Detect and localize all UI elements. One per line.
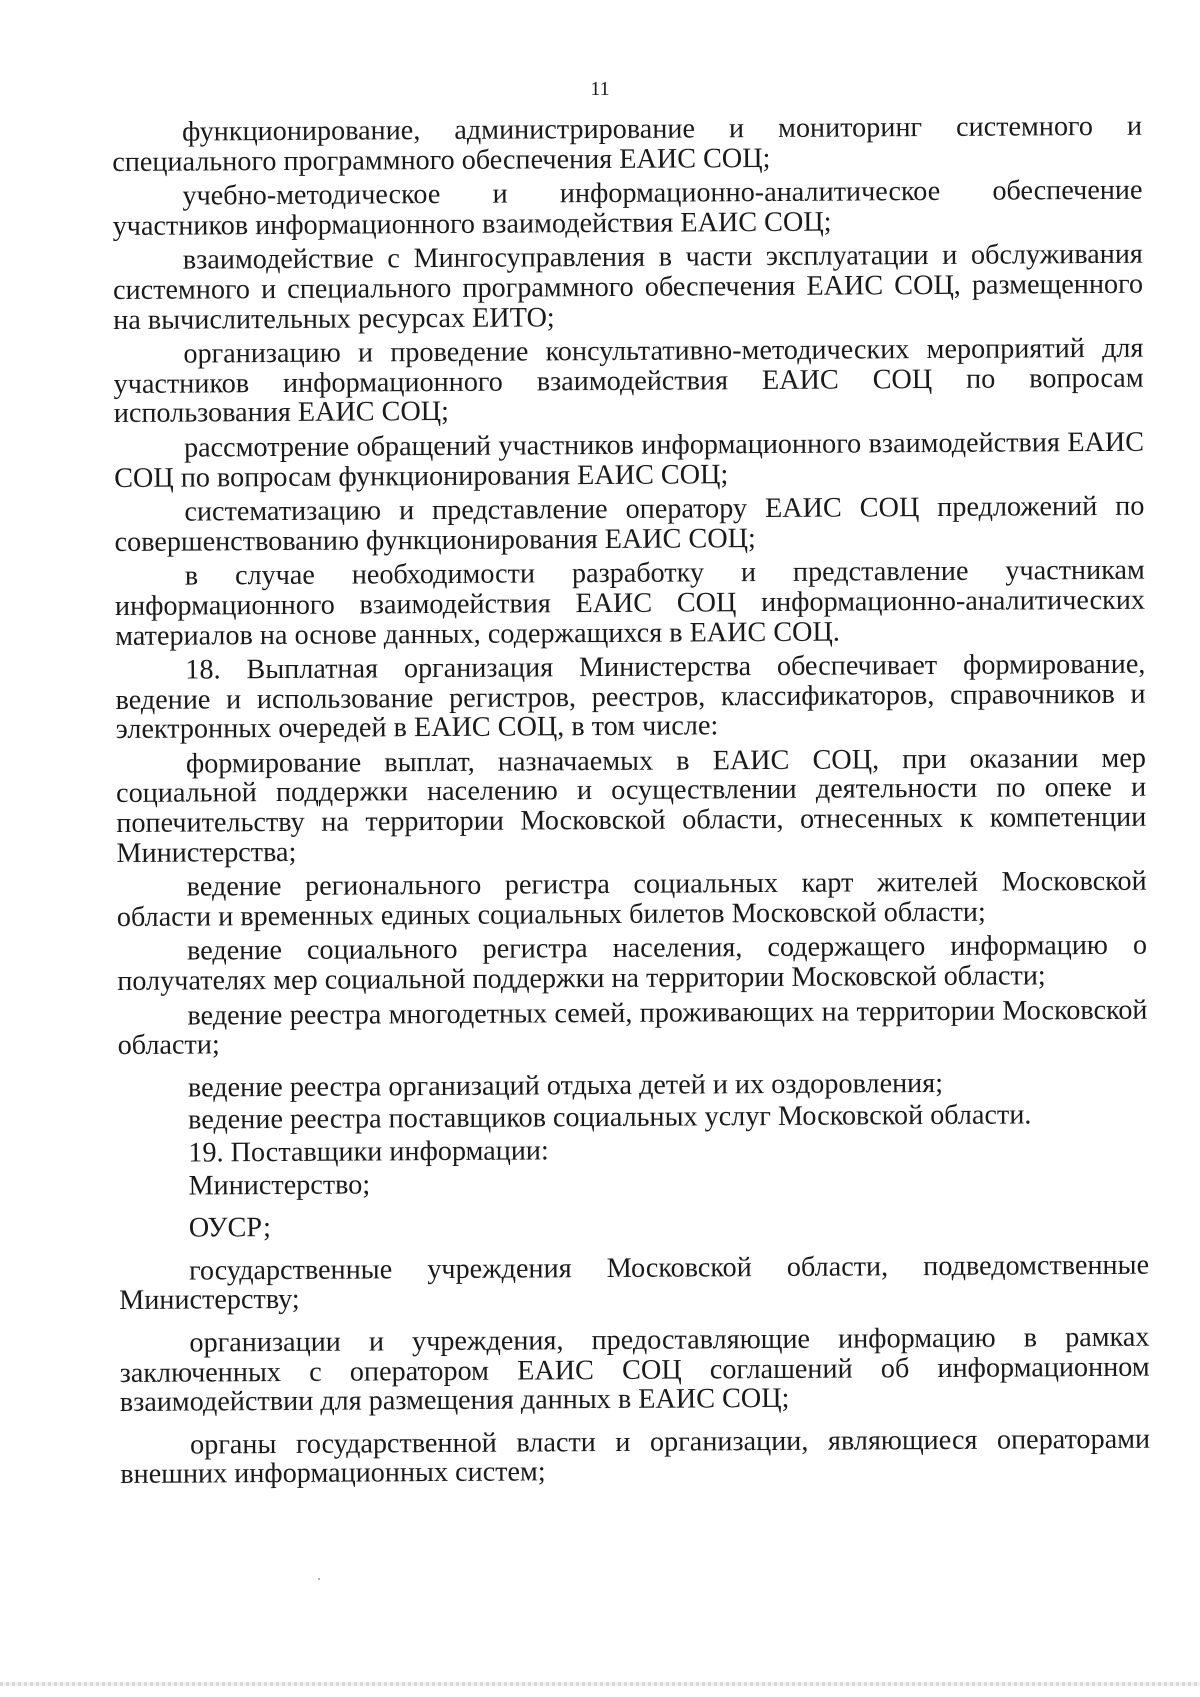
scan-edge-artifact [0, 1682, 1200, 1686]
section-18-paragraph: 18. Выплатная организация Министерства обеспечивает формирование, ведение и использование регистров, реестров, классификаторов, справочников и электронных очередей в ЕАИС СОЦ, в том числе: [115, 648, 1146, 746]
scan-speck [318, 1578, 320, 1580]
paragraph: рассмотрение обращений участников информационного взаимодействия ЕАИС СОЦ по вопросам функционирования ЕАИС СОЦ; [114, 426, 1145, 494]
paragraph: организацию и проведение консультативно-методических мероприятий для участников информационного взаимодействия ЕАИС СОЦ по вопросам использования ЕАИС СОЦ; [113, 332, 1144, 430]
paragraph: систематизацию и представление оператору ЕАИС СОЦ предложений по совершенствованию функционирования ЕАИС СОЦ; [114, 490, 1145, 558]
paragraph: ведение реестра многодетных семей, проживающих на территории Московской области; [117, 994, 1148, 1062]
paragraph: ведение социального регистра населения, содержащего информацию о получателях мер социальной поддержки на территории Московской области; [117, 930, 1148, 998]
paragraph: взаимодействие с Мингосуправления в части эксплуатации и обслуживания системного и специального программного обеспечения ЕАИС СОЦ, размещенного на вычислительных ресурсах ЕИТО; [112, 239, 1144, 336]
page-number: 11 [590, 78, 610, 100]
paragraph: функционирование, администрирование и мониторинг системного и специального программного обеспечения ЕАИС СОЦ; [112, 110, 1143, 178]
list-item: ОУСР; [188, 1212, 271, 1244]
paragraph: в случае необходимости разработку и представление участникам информационного взаимодействия ЕАИС СОЦ информационно-аналитических материалов на основе данных, содержащихся в ЕАИС СОЦ. [114, 555, 1146, 652]
paragraph: ведение регионального регистра социальных карт жителей Московской области и временных единых социальных билетов Московской области; [116, 865, 1147, 933]
list-item: Министерство; [188, 1169, 371, 1202]
document-body [112, 112, 1150, 1495]
paragraph: учебно-методическое и информационно-аналитическое обеспечение участников информационного взаимодействия ЕАИС СОЦ; [112, 174, 1143, 242]
list-item: организации и учреждения, предоставляющие информацию в рамках заключенных с оператором ЕАИС СОЦ соглашений об информационном взаимодействии для размещения данных в ЕАИС СОЦ; [119, 1321, 1150, 1419]
list-item: государственные учреждения Московской области, подведомственные Министерству; [119, 1249, 1150, 1317]
list-item: органы государственной власти и организации, являющиеся операторами внешних информационных систем; [120, 1423, 1151, 1491]
paragraph: ведение реестра организаций отдыха детей и их оздоровления; [187, 1067, 944, 1104]
paragraph: ведение реестра поставщиков социальных услуг Московской области. [188, 1099, 1032, 1136]
section-19-heading: 19. Поставщики информации: [188, 1135, 549, 1169]
paragraph: формирование выплат, назначаемых в ЕАИС СОЦ, при оказании мер социальной поддержки населению и осуществлении деятельности по опеке и попечительству на территории Московской области, отнесенных к компетенции Министерства; [116, 742, 1147, 869]
